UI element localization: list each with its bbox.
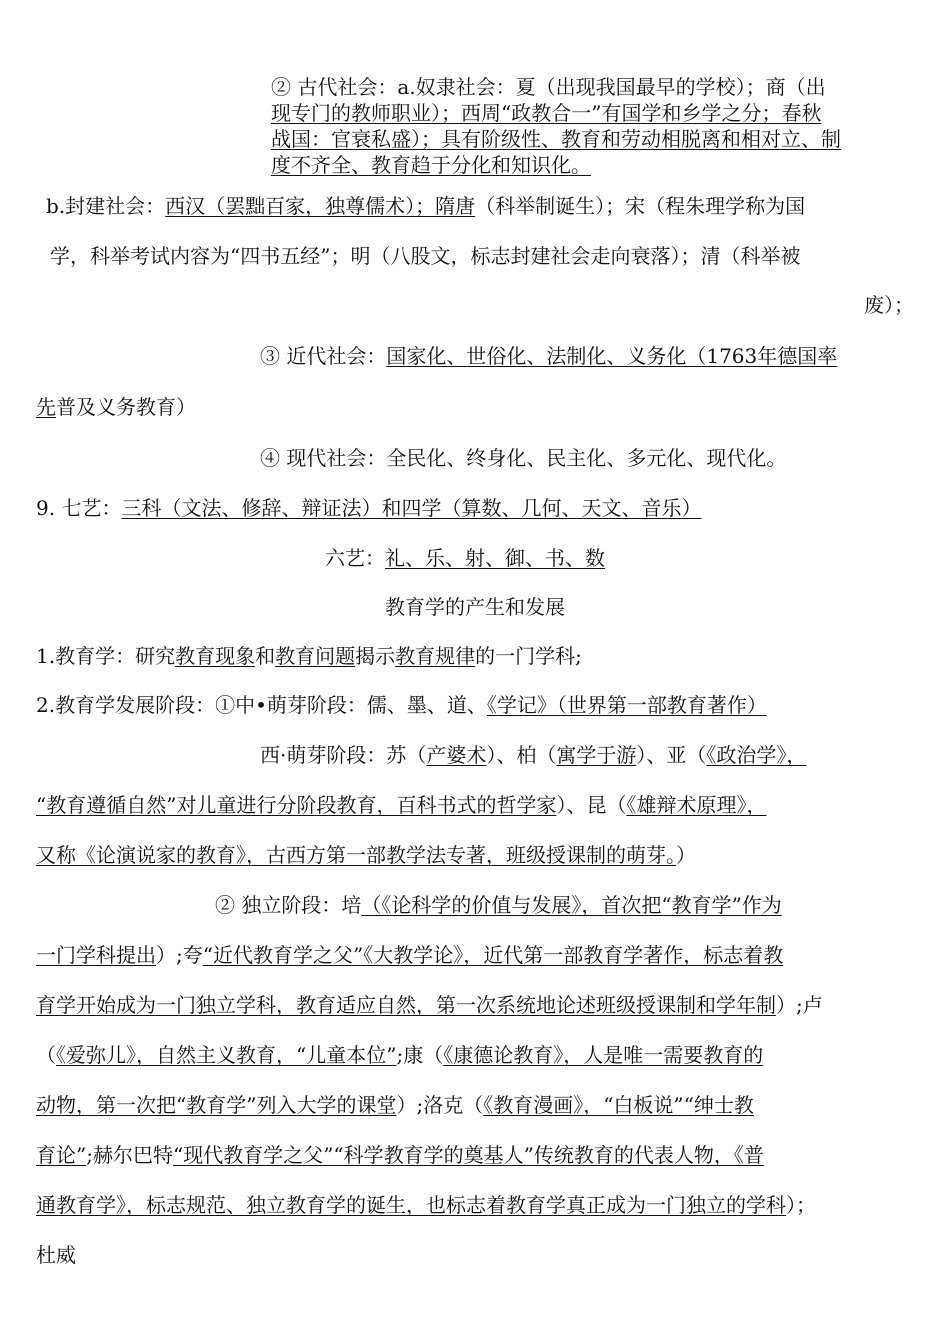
line-feudal-society-3 bbox=[864, 290, 914, 320]
text: 杜威 bbox=[36, 1243, 76, 1267]
text: ） bbox=[676, 843, 696, 867]
underlined-text: 《教育漫画》，“白板说”“绅士教 bbox=[483, 1093, 754, 1117]
text: 学，科举考试内容为“四书五经”；明（八股文，标志封建社会走向衰落）；清（科举被 bbox=[50, 244, 801, 268]
text: 和 bbox=[255, 644, 276, 668]
underlined-text: 又称《论演说家的教育》，古西方第一部教学法专著，班级授课制的萌芽。 bbox=[36, 843, 676, 867]
text: b.封建社会： bbox=[46, 194, 166, 218]
text: ）、柏（ bbox=[486, 743, 557, 767]
line-pedagogy-definition bbox=[36, 641, 582, 671]
underlined-text: 教育问题 bbox=[275, 644, 356, 668]
line-independent-stage-5 bbox=[36, 1090, 754, 1120]
underlined-text: 先 bbox=[36, 395, 56, 419]
line-six-arts bbox=[325, 543, 605, 573]
line-seven-arts bbox=[36, 493, 701, 523]
underlined-text: 教育现象 bbox=[175, 644, 256, 668]
underlined-text: 《康德论教育》，人是唯一需要教育的 bbox=[443, 1043, 764, 1067]
line-dewey bbox=[36, 1240, 76, 1270]
underlined-text: 育学开始成为一门独立学科，教育适应自然，第一次系统地论述班级授课制和学年制 bbox=[36, 993, 776, 1017]
underlined-text: 度不齐全、教育趋于分化和知识化。 bbox=[271, 153, 591, 177]
text: 揭示 bbox=[355, 644, 396, 668]
text: ;赫尔巴特 bbox=[86, 1143, 173, 1167]
underlined-text: “现代教育学之父”“科学教育学的奠基人”传统教育的代表人物，《普 bbox=[172, 1143, 764, 1167]
underlined-text: 西汉（罢黜百家，独尊儒术）；隋唐 bbox=[165, 194, 476, 218]
section-heading bbox=[0, 592, 950, 622]
underlined-text: 《雄辩术原理》， bbox=[626, 793, 767, 817]
line-independent-stage-2 bbox=[36, 940, 783, 970]
underlined-text: 礼、乐、射、御、书、数 bbox=[385, 546, 605, 570]
line-independent-stage-3 bbox=[36, 990, 823, 1020]
text: ）、亚（ bbox=[636, 743, 707, 767]
text: （ bbox=[36, 1043, 56, 1067]
text: 普及义务教育） bbox=[56, 395, 196, 419]
underlined-text: 一门学科提出 bbox=[36, 943, 156, 967]
text: ）;夸 bbox=[156, 943, 203, 967]
underlined-text: “教育遵循自然”对儿童进行分阶段教育，百科书式的哲学家 bbox=[36, 793, 557, 817]
text: ）;洛克（ bbox=[396, 1093, 484, 1117]
underlined-text: 现专门的教师职业）；西周“政教合一”有国学和乡学之分；春秋 bbox=[271, 101, 822, 125]
underlined-text: 育论” bbox=[36, 1143, 87, 1167]
underlined-text: 寓学于游 bbox=[556, 743, 637, 767]
text: ）、昆（ bbox=[556, 793, 627, 817]
line-modern-society-2 bbox=[36, 392, 196, 422]
text: ;康（ bbox=[396, 1043, 444, 1067]
underlined-text: 《政治学》， bbox=[706, 743, 807, 767]
line-independent-stage-6 bbox=[36, 1140, 764, 1170]
text: ④ 现代社会：全民化、终身化、民主化、多元化、现代化。 bbox=[260, 446, 787, 470]
line-feudal-society-1 bbox=[46, 191, 805, 221]
text: ② 古代社会：a.奴隶社会：夏（出现我国最早的学校）；商（出 bbox=[271, 75, 826, 99]
text: 六艺： bbox=[325, 546, 385, 570]
text: ）;卢 bbox=[776, 993, 823, 1017]
underlined-text: “近代教育学之父”《大教学论》，近代第一部教育学著作，标志着教 bbox=[202, 943, 784, 967]
underlined-text: 产婆术 bbox=[426, 743, 487, 767]
line-independent-stage-7 bbox=[36, 1190, 816, 1220]
underlined-text: 动物，第一次把“教育学”列入大学的课堂 bbox=[36, 1093, 397, 1117]
text: 废）； bbox=[864, 293, 914, 317]
line-western-sprout-1 bbox=[260, 740, 806, 770]
underlined-text: 三科（文法、修辞、辩证法）和四学（算数、几何、天文、音乐） bbox=[121, 496, 702, 520]
line-modern-society-1 bbox=[260, 341, 837, 371]
line-contemporary-society bbox=[260, 443, 786, 473]
underlined-text: 国家化、世俗化、法制化、义务化（1763年德国率 bbox=[386, 344, 838, 368]
text: 1.教育学：研究 bbox=[36, 644, 176, 668]
text: 2.教育学发展阶段：①中•萌芽阶段：儒、墨、道、 bbox=[36, 693, 487, 717]
line-western-sprout-3 bbox=[36, 840, 696, 870]
line-independent-stage-1 bbox=[215, 890, 782, 920]
underlined-text: 战国：官衰私盛）；具有阶级性、教育和劳动相脱离和相对立、制 bbox=[271, 127, 841, 151]
text: ③ 近代社会： bbox=[260, 344, 387, 368]
text: ② 独立阶段：培 bbox=[215, 893, 362, 917]
text: 9. 七艺： bbox=[36, 496, 122, 520]
underlined-text: （《论科学的价值与发展》，首次把“教育学”作为 bbox=[361, 893, 782, 917]
line-independent-stage-4 bbox=[36, 1040, 763, 1070]
heading-text: 教育学的产生和发展 bbox=[385, 595, 565, 619]
underlined-text: 通教育学》，标志规范、独立教育学的诞生，也标志着教育学真正成为一门独立的学科 bbox=[36, 1193, 786, 1217]
underlined-text: 《学记》（世界第一部教育著作） bbox=[486, 693, 767, 717]
text: ）； bbox=[786, 1193, 816, 1217]
line-feudal-society-2 bbox=[50, 241, 800, 271]
line-western-sprout-2 bbox=[36, 790, 766, 820]
text: 西·萌芽阶段：苏（ bbox=[260, 743, 427, 767]
underlined-text: 教育规律 bbox=[395, 644, 476, 668]
text: （科举制诞生）；宋（程朱理学称为国 bbox=[475, 194, 806, 218]
line-ancient-society-4 bbox=[271, 150, 591, 180]
underlined-text: 《爱弥儿》，自然主义教育，“儿童本位” bbox=[56, 1043, 397, 1067]
text: 的一门学科; bbox=[475, 644, 582, 668]
line-development-stages bbox=[36, 690, 767, 720]
